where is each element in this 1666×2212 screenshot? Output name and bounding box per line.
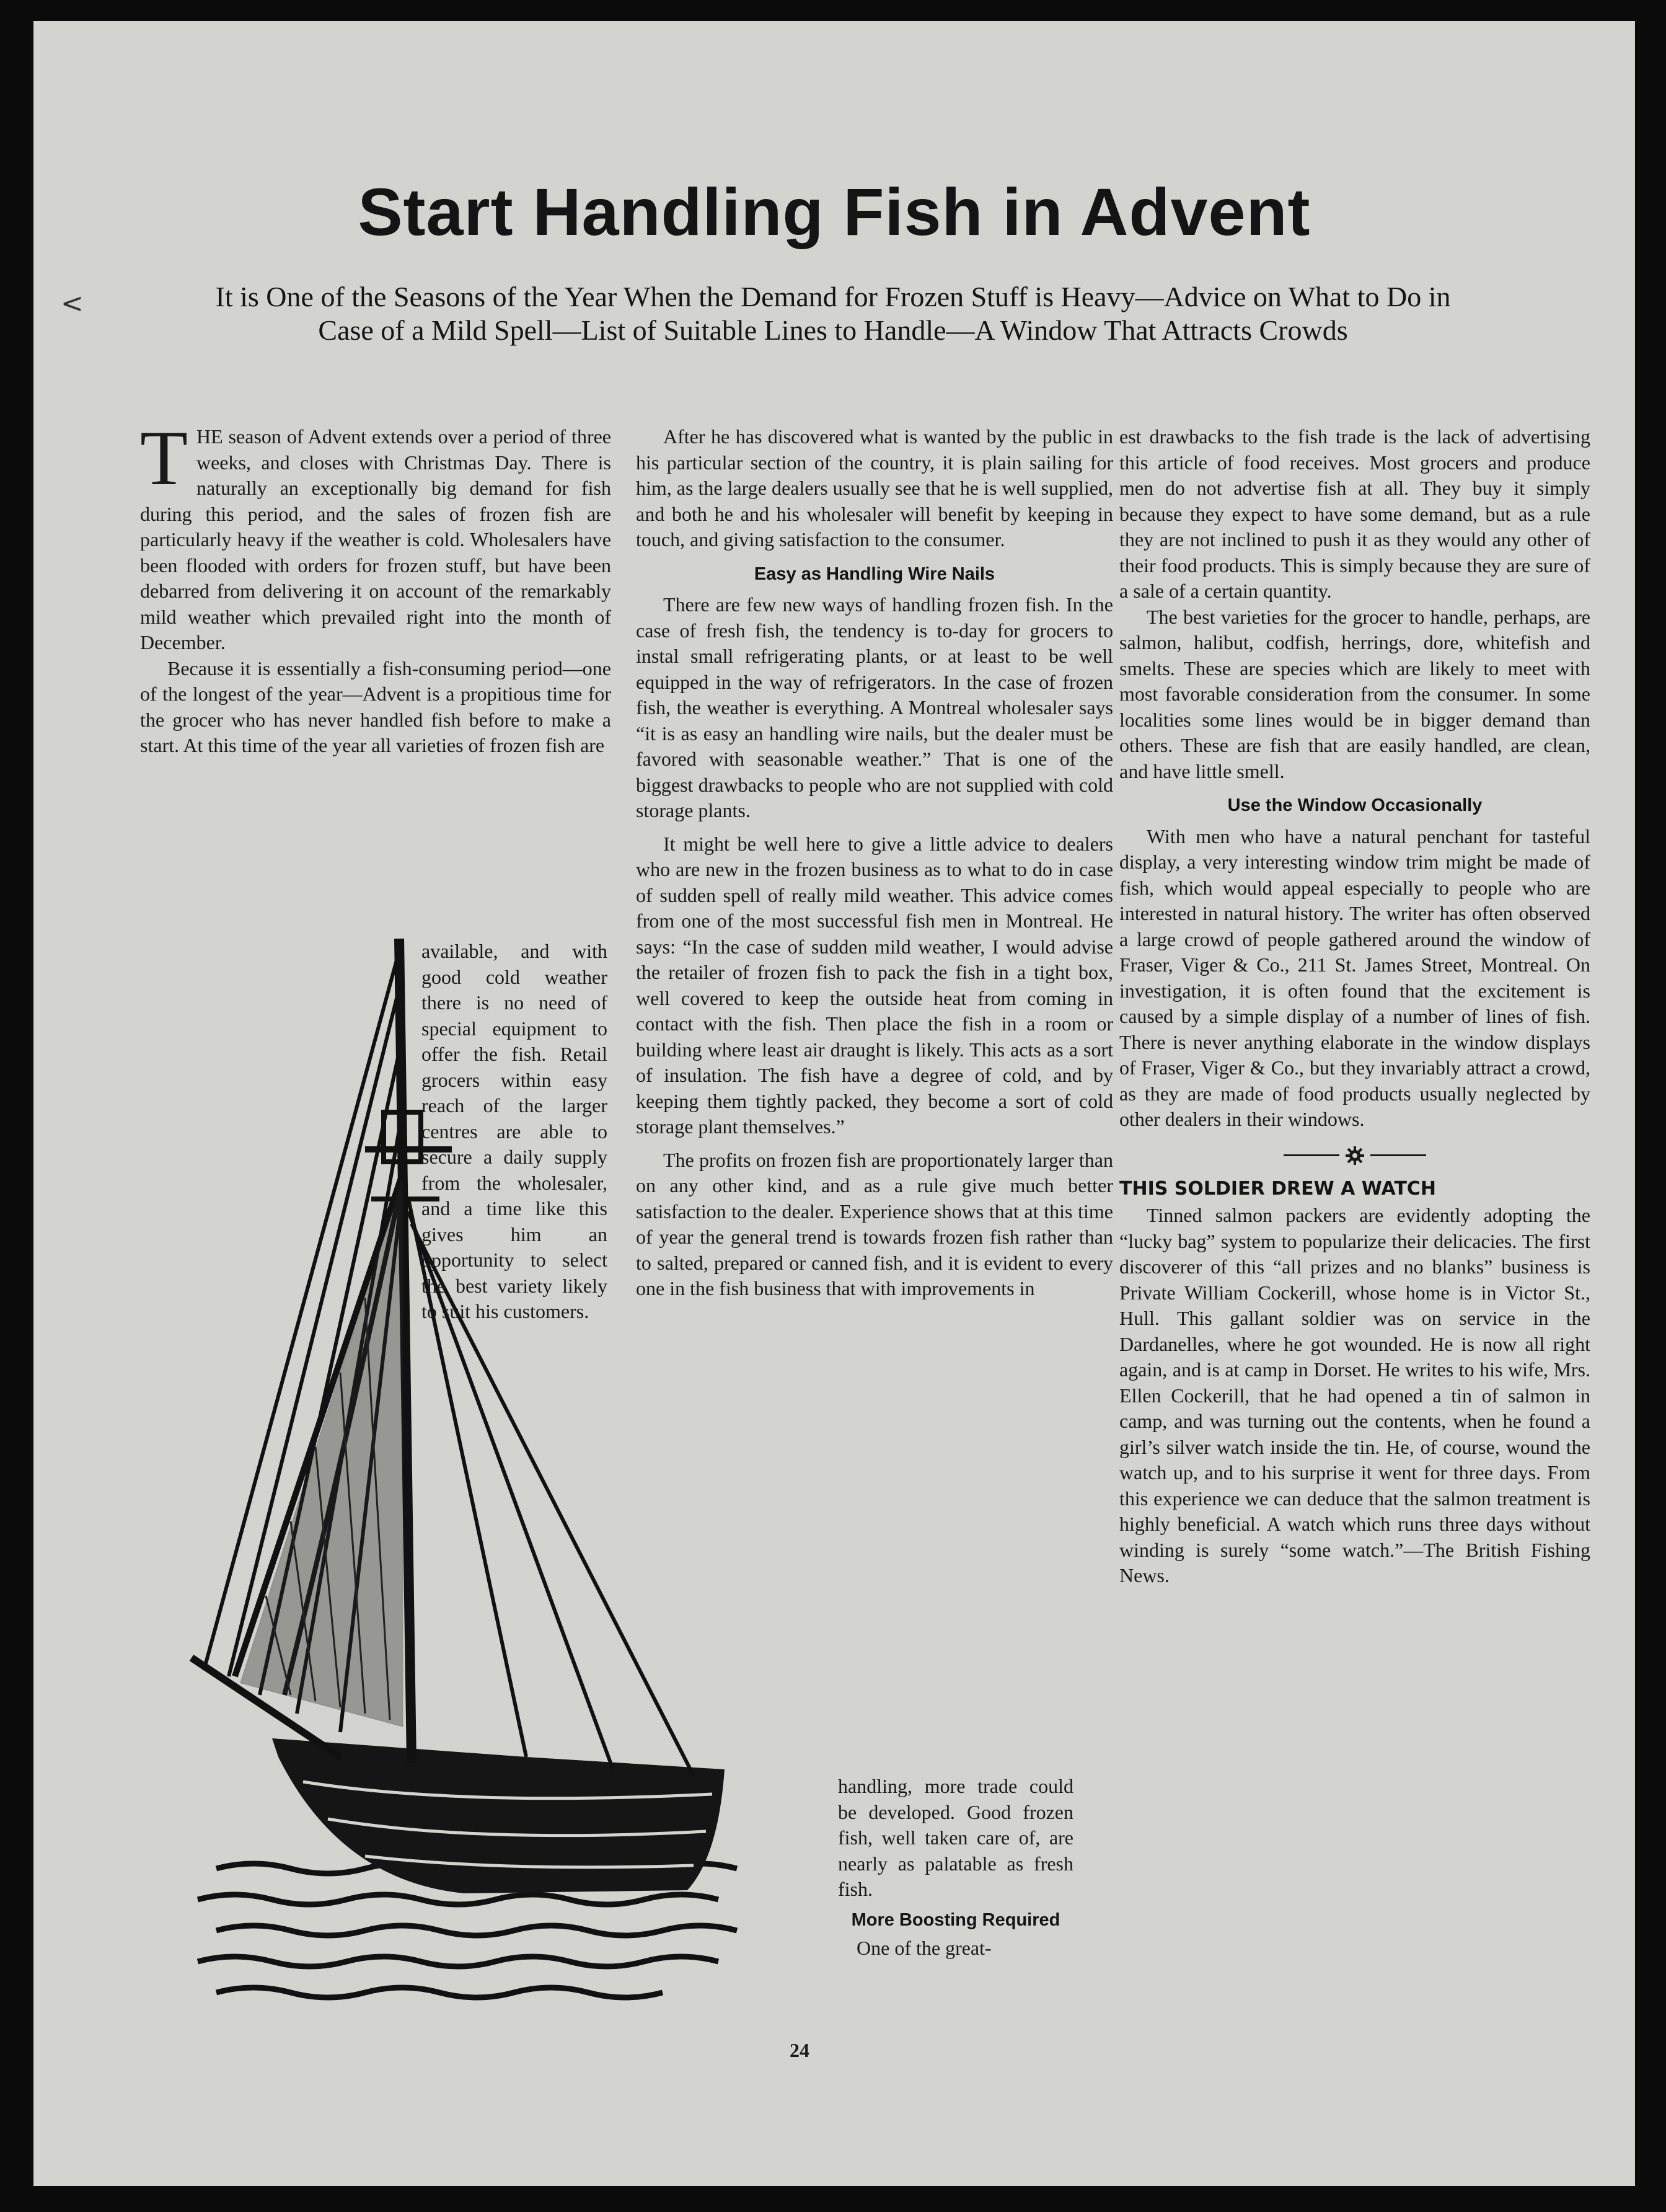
magazine-page (33, 21, 1635, 2186)
paragraph: The best varieties for the grocer to handle, perhaps, are salmon, halibut, codfish, herrings, dore, whitefish and smelts. These are species which are likely to meet with most favorable consideration from the consumer. In some localities some lines would be in bigger demand than others. These are fish that are easily handled, are clean, and have little smell. (1119, 605, 1590, 782)
ship-hull (272, 1738, 725, 1893)
margin-mark: < (61, 288, 84, 319)
article-column-1 (140, 415, 611, 759)
section-heading: More Boosting Required (851, 1909, 1060, 1930)
paragraph: There are few new ways of handling frozen fish. In the case of fresh fish, the tendency is to-day for grocers to instal small refrigerating plants, or at least to be well equipped in the way of refrigerators. In the case of frozen fish, the weather is everything. A Montreal wholesaler says “it is as easy an handling wire nails, but the dealer must be favored with seasonable weather.” That is one of the biggest drawbacks to people who are not supplied with cold storage plants. (636, 593, 1113, 821)
wrapped-text-beside-illustration (838, 1774, 1073, 1962)
article-title: Start Handling Fish in Advent (358, 174, 1311, 249)
divider-line (1370, 1154, 1426, 1156)
sidebar-title: THIS SOLDIER DREW A WATCH (1119, 1177, 1437, 1200)
divider-line (1284, 1154, 1339, 1156)
paragraph: THE season of Advent extends over a period of three weeks, and closes with Christmas Day. There is naturally an exceptionally big demand for fish during this period, and the sales of frozen fish are particularly heavy if the weather is cold. Wholesalers have been flooded with orders for frozen stuff, but have been debarred from delivering it on account of the remarkably mild weather which prevailed right into the month of December. (140, 415, 611, 653)
drop-cap: T (140, 415, 188, 502)
paragraph: handling, more trade could be developed. Good frozen fish, well taken care of, are nearly as palatable as fresh fish. (838, 1775, 1073, 1900)
paragraph: est drawbacks to the fish trade is the lack of advertising this article of food receives. Most grocers and produce men do not advertise fish at all. They buy it simply because they expect to have some demand, but as a rule they are not inclined to push it as they would any other of their food products. This is simply because they are sure of a sale of a certain quantity. (1119, 425, 1590, 602)
article-column-3 (1087, 424, 1590, 1589)
ship-sail (241, 1180, 402, 1726)
article-column-2 (604, 424, 1113, 1302)
paragraph: Because it is essentially a fish-consuming period—one of the longest of the year—Advent is a propitious time for the grocer who has never handled fish before to make a start. At this time of the year all varieties of frozen fish are (140, 657, 611, 756)
ornament-icon (1344, 1145, 1365, 1166)
section-heading: Use the Window Occasionally (1227, 795, 1483, 815)
article-subtitle: It is One of the Seasons of the Year When the Demand for Frozen Stuff is Heavy—Advice on What to Do in Case of a Mild Spell—List of Suitable Lines to Handle—A Window That Attracts Crowds (215, 281, 1451, 346)
paragraph: One of the great- (857, 1937, 992, 1959)
paragraph: After he has discovered what is wanted by the public in his particular section of the country, it is plain sailing for him, as the large dealers usually see that he is well supplied, and both he and his wholesaler will benefit by keeping in touch, and giving satisfaction to the consumer. (636, 425, 1113, 551)
wrapped-text-beside-illustration: available, and with good cold weather there is no need of special equipment to offer the fish. Retail grocers within easy reach of the larger centres are able to secure a daily supply from the wholesaler, and a time like this gives him an opportunity to select the best variety likely to suit his customers. (421, 940, 607, 1322)
sidebar-paragraph: Tinned salmon packers are evidently adopting the “lucky bag” system to popularize their delicacies. The first discoverer of this “all prizes and no blanks” business is Private William Cockerill, whose home is in Victor St., Hull. This gallant soldier was on service in the Dardanelles, where he got wounded. He is now all right again, and is at camp in Dorset. He writes to his wife, Mrs. Ellen Cockerill, that he had opened a tin of salmon in camp, and was turning out the contents, when he found a girl’s silver watch inside the tin. He, of course, wound the watch up, and to his surprise it went for three days. From this experience we can deduce that the salmon treatment is highly beneficial. A watch which runs three days without winding is surely “some watch.”—The British Fishing News. (1119, 1204, 1590, 1586)
ornament-divider (1119, 1145, 1590, 1166)
paragraph: With men who have a natural penchant for tasteful display, a very interesting window trim might be made of fish, which would appeal especially to people who are interested in natural history. The writer has often observed a large crowd of people gathered around the window of Fraser, Viger & Co., 211 St. James Street, Montreal. On investigation, it is often found that the excitement is caused by a simple display of a number of lines of fish. There is never anything elaborate in the window displays of Fraser, Viger & Co., but they invariably attract a crowd, as they are made of food products usually neglected by other dealers in their windows. (1119, 825, 1590, 1130)
page-number: 24 (790, 2039, 809, 2061)
paragraph: The profits on frozen fish are proportionately larger than on any other kind, and as a rule give much better satisfaction to the dealer. Experience shows that at this time of year the general trend is towards frozen fish rather than to salted, prepared or canned fish, and it is evident to every one in the fish business that with improvements in (636, 1148, 1113, 1299)
paragraph: It might be well here to give a little advice to dealers who are new in the frozen business as to what to do in case of sudden spell of really mild weather. This advice comes from one of the most successful fish men in Montreal. He says: “In the case of sudden mild weather, I would advise the retailer of frozen fish to pack the fish in a tight box, well covered to keep the outside heat from coming in contact with the fish. Then place the fish in a room or building where least air draught is likely. This acts as a sort of insulation. The fish have a degree of cold, and by keeping them tightly packed, they become a sort of cold storage plant themselves.” (636, 832, 1113, 1138)
section-heading: Easy as Handling Wire Nails (754, 564, 995, 584)
